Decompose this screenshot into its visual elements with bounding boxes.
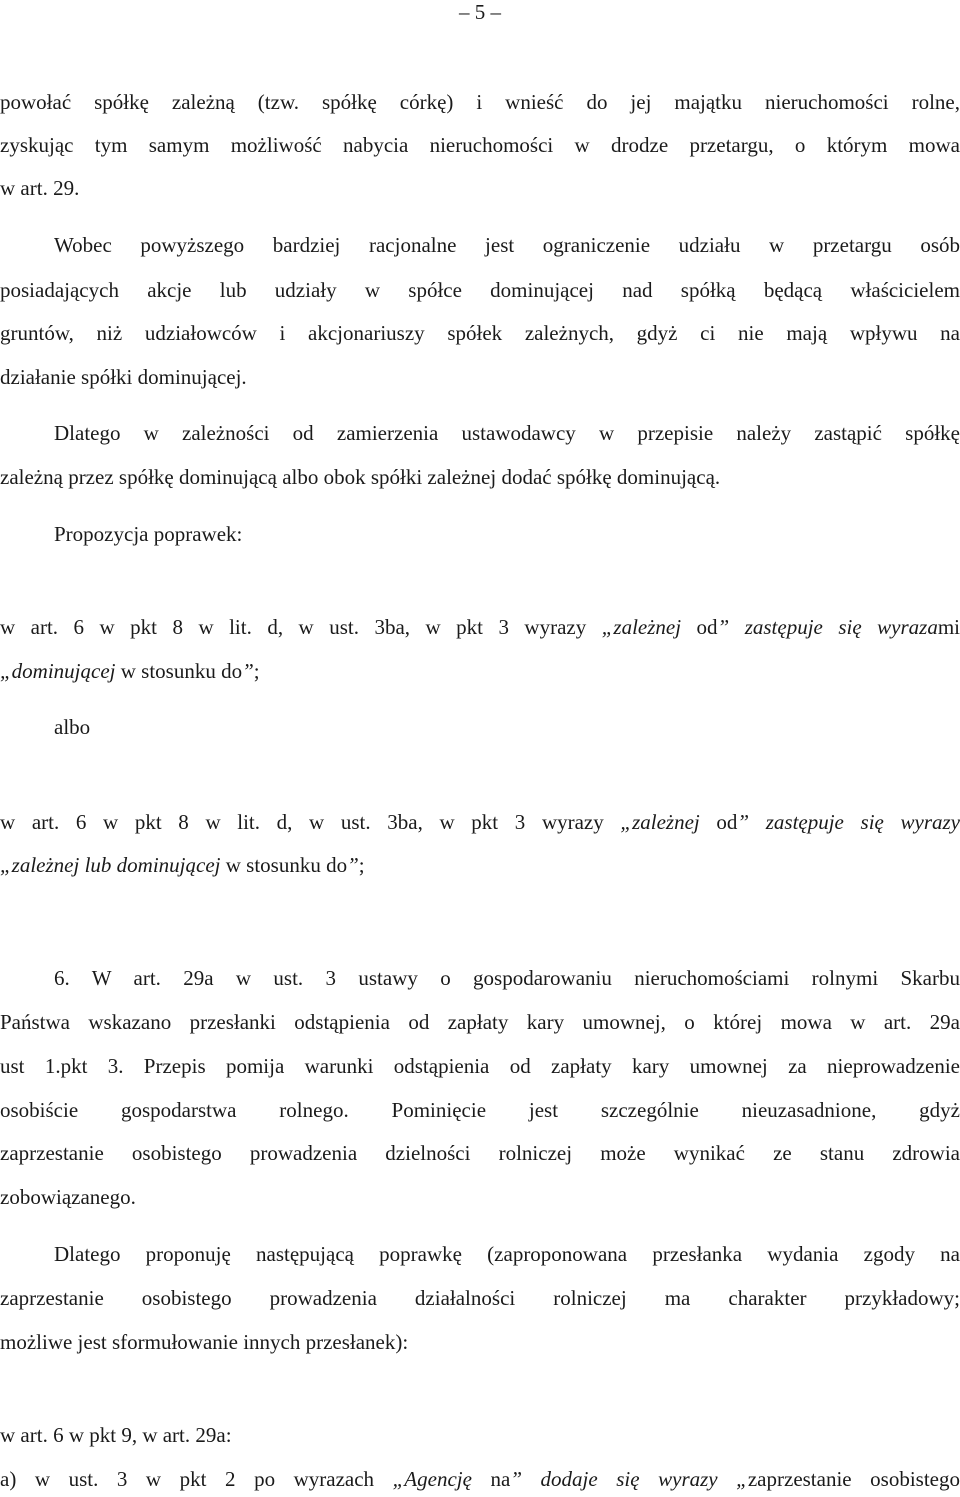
text-line: a) w ust. 3 w pkt 2 po wyrazach „Agencję na” dodaje się wyrazy „zaprzestanie osobistego bbox=[0, 1467, 960, 1491]
text-line: w art. 6 w pkt 8 w lit. d, w ust. 3ba, w pkt 3 wyrazy „zależnej od” zastępuje się wyrazami bbox=[0, 615, 960, 639]
text-line: zależną przez spółkę dominującą albo obok spółki zależnej dodać spółkę dominującą. bbox=[0, 465, 721, 489]
page-number: – 5 – bbox=[459, 0, 501, 24]
text-line: osobiście gospodarstwa rolnego. Pominięcie jest szczególnie nieuzasadnione, gdyż bbox=[0, 1098, 960, 1122]
text-line: w art. 6 w pkt 9, w art. 29a: bbox=[0, 1423, 232, 1447]
text-line: działanie spółki dominującej. bbox=[0, 365, 247, 389]
text-line: Dlatego w zależności od zamierzenia ustawodawcy w przepisie należy zastąpić spółkę bbox=[54, 421, 960, 445]
text-line: w art. 29. bbox=[0, 176, 80, 200]
text-line: „dominującej w stosunku do”; bbox=[0, 659, 260, 683]
text-line: „zależnej lub dominującej w stosunku do”; bbox=[0, 853, 365, 877]
text-line: Państwa wskazano przesłanki odstąpienia od zapłaty kary umownej, o której mowa w art. 29a bbox=[0, 1010, 960, 1034]
text-line: powołać spółkę zależną (tzw. spółkę córkę) i wnieść do jej majątku nieruchomości rolne, bbox=[0, 90, 960, 114]
text-line: w art. 6 w pkt 8 w lit. d, w ust. 3ba, w pkt 3 wyrazy „zależnej od” zastępuje się wyrazy bbox=[0, 810, 960, 834]
albo-separator: albo bbox=[54, 715, 91, 739]
text-line: możliwe jest sformułowanie innych przesłanek): bbox=[0, 1330, 409, 1354]
text-line: posiadających akcje lub udziały w spółce dominującej nad spółką będącą właścicielem bbox=[0, 278, 960, 302]
text-line: zaprzestanie osobistego prowadzenia dzielności rolniczej może wynikać ze stanu zdrowia bbox=[0, 1141, 960, 1165]
text-line: Wobec powyższego bardziej racjonalne jest ograniczenie udziału w przetargu osób bbox=[54, 233, 960, 257]
text-line: gruntów, niż udziałowców i akcjonariuszy spółek zależnych, gdyż ci nie mają wpływu na bbox=[0, 321, 960, 345]
text-line: zaprzestanie osobistego prowadzenia działalności rolniczej ma charakter przykładowy; bbox=[0, 1286, 960, 1310]
text-line: ust 1.pkt 3. Przepis pomija warunki odstąpienia od zapłaty kary umownej za nieprowadzenie bbox=[0, 1054, 960, 1078]
text-line: 6. W art. 29a w ust. 3 ustawy o gospodarowaniu nieruchomościami rolnymi Skarbu bbox=[54, 966, 960, 990]
text-line: zyskując tym samym możliwość nabycia nieruchomości w drodze przetargu, o którym mowa bbox=[0, 133, 960, 157]
text-line: Dlatego proponuję następującą poprawkę (zaproponowana przesłanka wydania zgody na bbox=[54, 1242, 960, 1266]
proposal-heading: Propozycja poprawek: bbox=[54, 522, 243, 546]
text-line: zobowiązanego. bbox=[0, 1185, 136, 1209]
